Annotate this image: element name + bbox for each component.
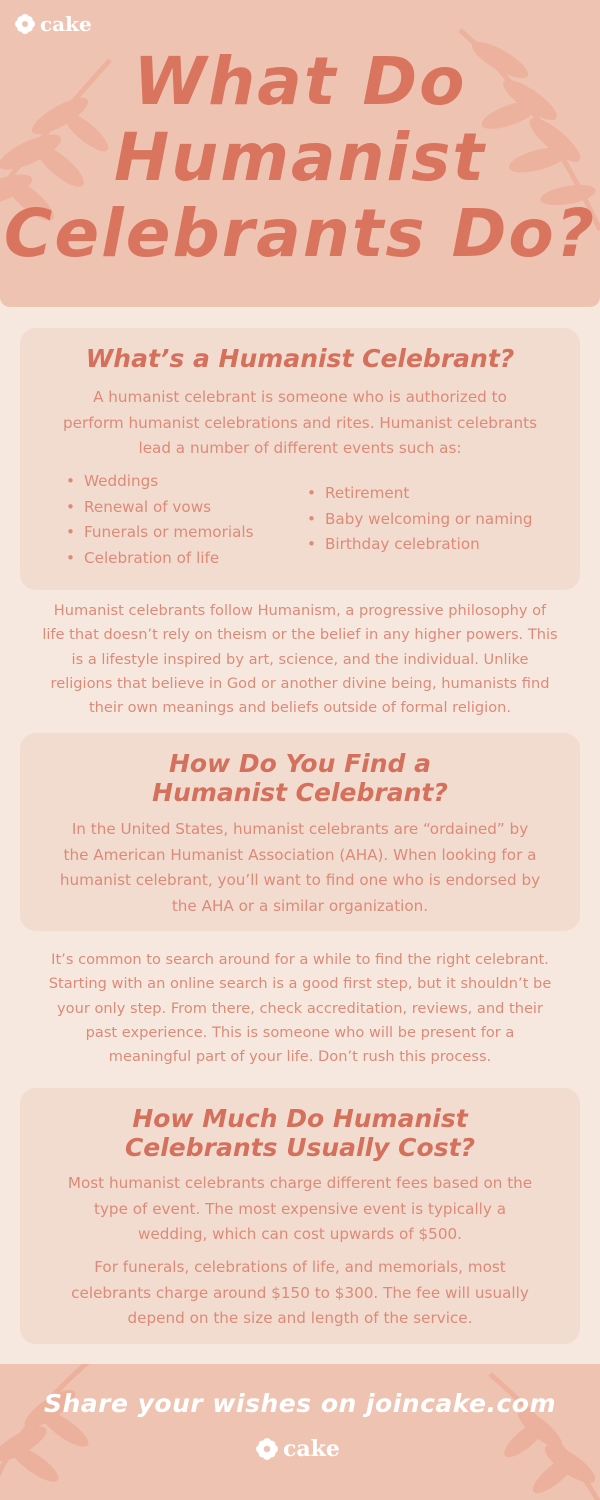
heading-line: How Do You Find a <box>169 749 431 778</box>
text-line: humanist celebrant, you’ll want to find one who is endorsed by <box>59 871 541 889</box>
section-heading: What’s a Humanist Celebrant? <box>85 344 515 373</box>
list-item: • Baby welcoming or naming <box>307 507 533 533</box>
list-item: • Birthday celebration <box>307 532 533 558</box>
text-line: depend on the size and length of the service. <box>127 1309 473 1327</box>
section-heading <box>20 749 580 807</box>
what-is-celebrant-card <box>20 328 580 590</box>
text-line: religions that believe in God or another divine being, humanists find <box>50 674 550 692</box>
cost-card <box>20 1088 580 1344</box>
section-intro <box>20 385 580 462</box>
text-line: meaningful part of your life. Don’t rush this process. <box>108 1048 492 1066</box>
heading-line: How Much Do Humanist <box>132 1104 468 1133</box>
cake-logo-footer <box>255 1436 340 1462</box>
text-line: the AHA or a similar organization. <box>171 896 429 915</box>
text-line: the American Humanist Association (AHA). When looking for a <box>63 845 537 864</box>
text-line: It’s common to search around for a while to find the right celebrant. <box>51 951 549 968</box>
text-line: your only step. From there, check accreditation, reviews, and their <box>57 999 543 1017</box>
text-line: life that doesn’t rely on theism or the belief in any higher powers. This <box>42 626 558 644</box>
cost-paragraph-1 <box>20 1171 580 1248</box>
text-line: A humanist celebrant is someone who is authorized to <box>93 388 507 406</box>
find-celebrant-card <box>20 733 580 931</box>
text-line: past experience. This is someone who will be present for a <box>85 1023 515 1041</box>
text-line: In the United States, humanist celebrants are “ordained” by <box>71 820 529 838</box>
share-wishes-link[interactable]: Share your wishes on joincake.com <box>43 1389 557 1418</box>
cost-paragraph-2 <box>20 1255 580 1332</box>
title-line: Humanist <box>114 119 486 196</box>
leaf-branch-decoration-footer-left <box>0 1364 130 1500</box>
footer-banner <box>0 1364 600 1500</box>
text-line: wedding, which can cost upwards of $500. <box>137 1225 462 1243</box>
list-item: • Retirement <box>307 481 533 507</box>
event-list-left <box>66 469 254 571</box>
section-heading <box>20 1104 580 1162</box>
text-line: Starting with an online search is a good first step, but it shouldn’t be <box>48 975 552 993</box>
text-line: Most humanist celebrants charge different fees based on the <box>67 1174 533 1192</box>
heading-line: Humanist Celebrant? <box>152 778 448 807</box>
text-line: is a lifestyle inspired by art, science, and the individual. Unlike <box>71 650 529 668</box>
hero-banner <box>0 0 600 307</box>
logo-text: cake <box>40 12 92 36</box>
list-item: • Funerals or memorials <box>66 520 254 546</box>
section-body <box>20 817 580 919</box>
search-paragraph <box>20 948 580 1069</box>
title-line: What Do <box>133 43 467 120</box>
page-title <box>0 44 600 272</box>
list-item: • Weddings <box>66 469 254 495</box>
list-item: • Celebration of life <box>66 546 254 572</box>
flower-icon <box>255 1437 279 1461</box>
text-line: their own meanings and beliefs outside of formal religion. <box>88 699 512 717</box>
leaf-branch-decoration-footer-right <box>470 1364 600 1500</box>
title-line: Celebrants Do? <box>3 195 597 272</box>
text-line: For funerals, celebrations of life, and memorials, most <box>94 1258 506 1276</box>
text-line: lead a number of different events such as: <box>138 439 462 457</box>
list-item: • Renewal of vows <box>66 495 254 521</box>
text-line: Humanist celebrants follow Humanism, a progressive philosophy of <box>53 602 547 619</box>
event-list-right <box>307 481 533 558</box>
humanism-paragraph <box>20 599 580 720</box>
logo-text: cake <box>283 1436 340 1462</box>
text-line: type of event. The most expensive event is typically a <box>93 1199 507 1218</box>
cake-logo <box>14 12 92 36</box>
text-line: celebrants charge around $150 to $300. The fee will usually <box>71 1283 529 1302</box>
flower-icon <box>14 13 36 35</box>
text-line: perform humanist celebrations and rites. Humanist celebrants <box>62 413 537 432</box>
heading-line: Celebrants Usually Cost? <box>124 1133 476 1162</box>
